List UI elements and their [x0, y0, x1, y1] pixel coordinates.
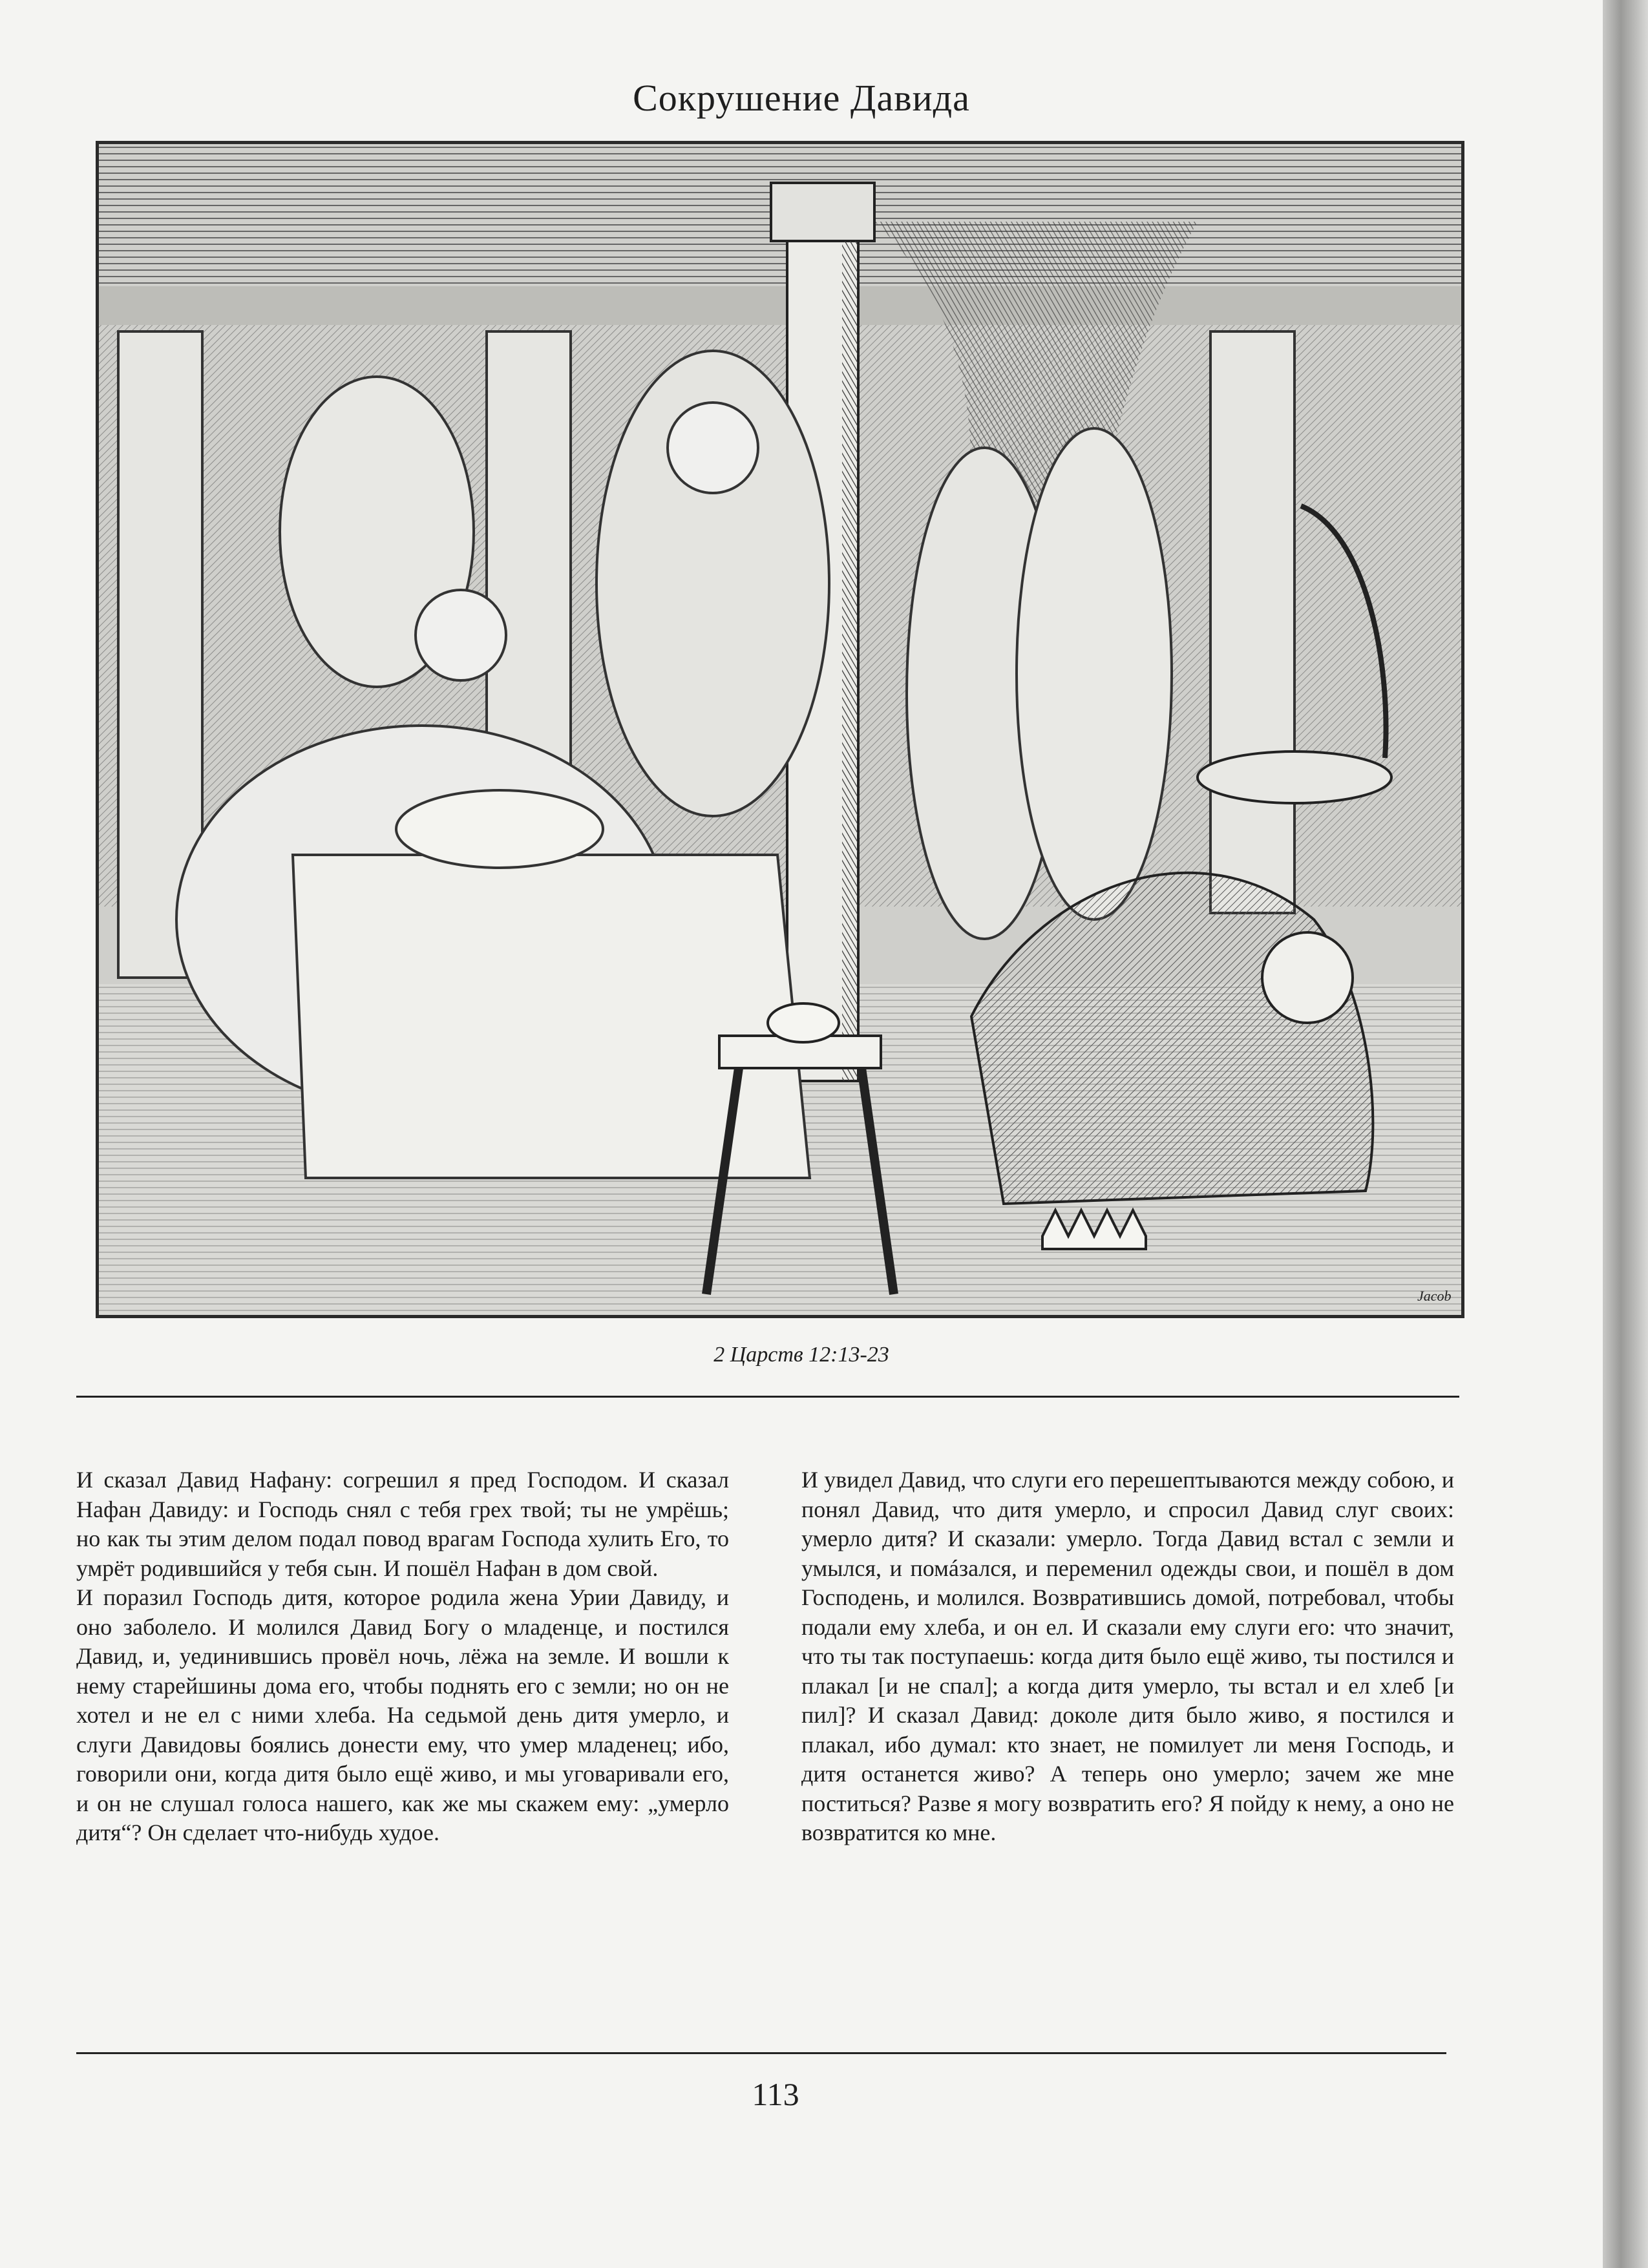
scripture-reference: 2 Царств 12:13-23 [713, 1343, 889, 1367]
paragraph: И увидел Давид, что слуги его перешептываются между собою, и понял Давид, что дитя умерло, и спросил Давид слуг своих: умерло дитя? И сказали: умерло. Тогда Давид встал с земли и умылся, и помáзался, и переменил одежды свои, и пошёл в дом Господень, и молился. Возвратившись домой, потребовал, чтобы подали ему хлеба, и он ел. И сказали ему слуги его: что значит, что ты так поступаешь: когда дитя было ещё живо, ты постился и плакал [и не спал]; а когда дитя умерло, ты встал и ел хлеб [и пил]? И сказал Давид: доколе дитя было живо, я постился и плакал, ибо думал: кто знает, не помилует ли меня Господь, и дитя останется живо? А теперь оно умерло; зачем же мне поститься? Разве я могу возвратить его? Я пойду к нему, а оно не возвратится ко мне. [801, 1467, 1454, 1845]
divider-bottom [76, 2052, 1446, 2054]
page-number: 113 [752, 2076, 799, 2112]
divider-top [76, 1396, 1459, 1398]
page-edge [1603, 0, 1648, 2268]
paragraph: И поразил Господь дитя, которое родила жена Урии Давиду, и оно заболело. И молился Давид Богу о младенце, и постился Давид, и, уединившись провёл ночь, лёжа на земле. И вошли к нему старейшины дома его, чтобы поднять его с земли; но он не хотел и не ел с ними хлеба. На седьмой день дитя умерло, и слуги Давидовы боялись донести ему, что умер младенец; ибо, говорили они, когда дитя было ещё живо, и мы уговаривали его, и он не слушал голоса нашего, как же мы скажем ему: „умерло дитя“? Он сделает что-нибудь худое. [76, 1584, 729, 1845]
page-title: Сокрушение Давида [633, 77, 970, 119]
text-column-left [76, 1465, 729, 1848]
engraving-drawing [99, 144, 1461, 1315]
artist-signature: Jacob [1417, 1288, 1452, 1304]
engraving-illustration [96, 141, 1464, 1318]
paragraph: И сказал Давид Нафану: согрешил я пред Господом. И сказал Нафан Давиду: и Господь снял с тебя грех твой; ты не умрёшь; но как ты этим делом подал повод врагам Господа хулить Его, то умрёт родившийся у тебя сын. И пошёл Нафан в дом свой. [76, 1467, 729, 1581]
text-column-right [801, 1465, 1454, 1848]
